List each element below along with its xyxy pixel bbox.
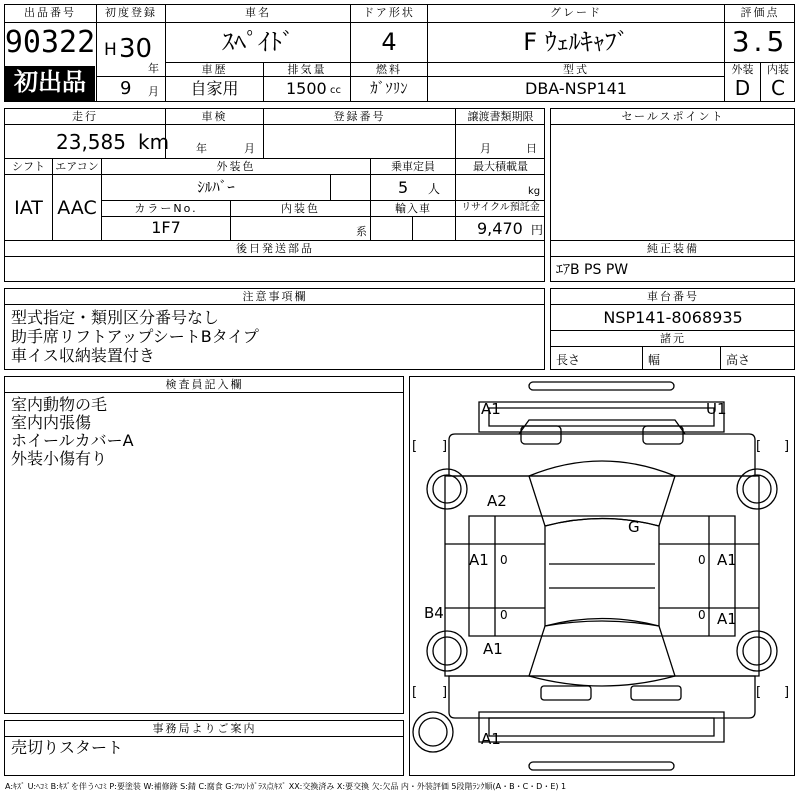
note-line-2: 助手席リフトアップシートBタイプ [11, 327, 259, 346]
color-no: 1F7 [151, 218, 181, 237]
fuel: ｶﾞｿﾘﾝ [370, 79, 408, 97]
interior-label: 内装 [767, 63, 789, 76]
mark-rear-bumper: A1 [481, 730, 501, 748]
mark-front-left: A1 [481, 400, 501, 418]
mileage-label: 走行 [72, 110, 98, 123]
mark-front-door-right: A1 [717, 551, 737, 569]
transfer-day-unit: 日 [526, 142, 537, 155]
bracket-close: ] [442, 439, 448, 454]
int-color-label: 内装色 [281, 202, 320, 215]
first-listing-text: 初出品 [14, 68, 86, 96]
inspector-label: 検査員記入欄 [165, 378, 244, 391]
note-line-3: 車イス収納装置付き [11, 346, 155, 365]
ac: AAC [57, 197, 97, 219]
bracket-open: [ [412, 685, 418, 700]
year-unit: 年 [148, 62, 159, 75]
lot-number-label: 出品番号 [24, 6, 76, 19]
car-name: ｽﾍﾟｲﾄﾞ [222, 28, 294, 56]
exterior-grade: D [734, 76, 751, 100]
bracket-open: [ [756, 439, 762, 454]
interior-grade: C [771, 76, 785, 100]
mark-front-right: U1 [706, 400, 727, 418]
reg-number-label: 登録番号 [333, 110, 386, 123]
fuel-label: 燃料 [376, 63, 402, 76]
grade-label: グレード [550, 6, 602, 19]
insp-month-unit: 月 [244, 142, 255, 155]
reg-month: 9 [120, 78, 132, 99]
mark-rear-door-right: A1 [717, 610, 737, 628]
mark-rear-fender-left: A1 [483, 640, 503, 658]
office-label: 事務局よりご案内 [152, 722, 257, 735]
bracket-open: [ [756, 685, 762, 700]
model-label: 型式 [563, 63, 589, 76]
legend: A:ｷｽﾞ U:ﾍｺﾐ B:ｷｽﾞを伴うﾍｺﾐ P:要塗装 W:補修跡 S:錆 C:腐食 G:ﾌﾛﾝﾄｶﾞﾗｽ点ｷｽﾞ XX:交換済み X:要交換 欠:欠品 内・外装評価 5段階ﾗﾝｸ順(A・B・C・D・E) 1 [5, 782, 567, 791]
door-zero: 0 [500, 608, 508, 622]
sales-point-label: セールスポイント [621, 110, 725, 123]
office-text: 売切りスタート [11, 738, 124, 757]
shift: IAT [14, 197, 43, 219]
bracket-open: [ [412, 439, 418, 454]
equipment-label: 純正装備 [647, 242, 699, 255]
dims-label: 諸元 [660, 332, 686, 345]
insp-year-unit: 年 [196, 142, 207, 155]
inspector-line-2: 室内内張傷 [11, 413, 92, 432]
recycle-unit: 円 [531, 223, 544, 237]
first-reg-label: 初度登録 [105, 6, 157, 19]
max-load-label: 最大積載量 [473, 160, 528, 173]
score: 3.5 [731, 25, 789, 58]
ext-color: ｼﾙﾊﾞｰ [197, 178, 235, 196]
width-label: 幅 [648, 353, 661, 367]
lot-number: 90322 [4, 25, 96, 60]
capacity-label: 乗車定員 [391, 160, 435, 173]
later-parts-label: 後日発送部品 [236, 242, 314, 255]
mileage-unit: km [138, 130, 170, 154]
recycle-fee: 9,470 [477, 219, 523, 238]
inspection-label: 車検 [201, 110, 228, 123]
recycle-label: リサイクル預託金 [461, 202, 540, 213]
model: DBA-NSP141 [525, 79, 627, 98]
month-unit: 月 [148, 85, 159, 98]
door-count: 4 [381, 28, 397, 56]
chassis-number: NSP141-8068935 [603, 308, 743, 327]
shift-label: シフト [12, 160, 45, 173]
mark-windshield: G [628, 518, 640, 536]
displacement: 1500 [286, 79, 327, 98]
door-zero: 0 [698, 553, 706, 567]
inspector-line-3: ホイールカバーA [11, 431, 134, 450]
displacement-label: 排気量 [287, 63, 327, 76]
grade: F ｳｪﾙｷｬﾌﾞ [523, 28, 629, 56]
door-zero: 0 [698, 608, 706, 622]
exterior-label: 外装 [731, 63, 754, 76]
color-no-label: カラーNo. [134, 202, 198, 215]
max-load-unit: kg [528, 186, 541, 197]
import-label: 輸入車 [395, 202, 431, 215]
chassis-label: 車台番号 [647, 290, 699, 303]
mark-rocker-left: B4 [424, 604, 444, 622]
height-label: 高さ [726, 353, 751, 367]
history-label: 車歴 [201, 63, 228, 76]
mark-front-door-left: A1 [469, 551, 489, 569]
inspector-line-4: 外装小傷有り [11, 449, 108, 468]
mark-hood-left: A2 [487, 492, 507, 510]
bracket-close: ] [784, 439, 790, 454]
ac-label: エアコン [55, 160, 99, 173]
notes-label: 注意事項欄 [242, 290, 308, 303]
equipment-value: ｴｱB PS PW [556, 262, 629, 278]
era: H [104, 40, 117, 60]
mileage: 23,585 [56, 130, 126, 154]
door-zero: 0 [500, 553, 508, 567]
bracket-close: ] [784, 685, 790, 700]
capacity-unit: 人 [428, 182, 441, 196]
int-color-unit: 系 [356, 225, 367, 238]
bracket-close: ] [442, 685, 448, 700]
transfer-deadline-label: 譲渡書類期限 [467, 110, 534, 123]
inspector-line-1: 室内動物の毛 [11, 395, 108, 414]
car-name-label: 車名 [245, 6, 271, 19]
note-line-1: 型式指定・類別区分番号なし [11, 308, 220, 327]
length-label: 長さ [556, 353, 581, 367]
transfer-month-unit: 月 [480, 142, 491, 155]
door-label: ドア形状 [363, 6, 415, 19]
ext-color-label: 外装色 [216, 160, 256, 173]
capacity: 5 [398, 178, 409, 197]
car-diagram [409, 376, 795, 776]
reg-year: 30 [119, 34, 153, 64]
displacement-unit: cc [330, 85, 341, 96]
history: 自家用 [190, 79, 239, 98]
score-label: 評価点 [740, 6, 780, 19]
